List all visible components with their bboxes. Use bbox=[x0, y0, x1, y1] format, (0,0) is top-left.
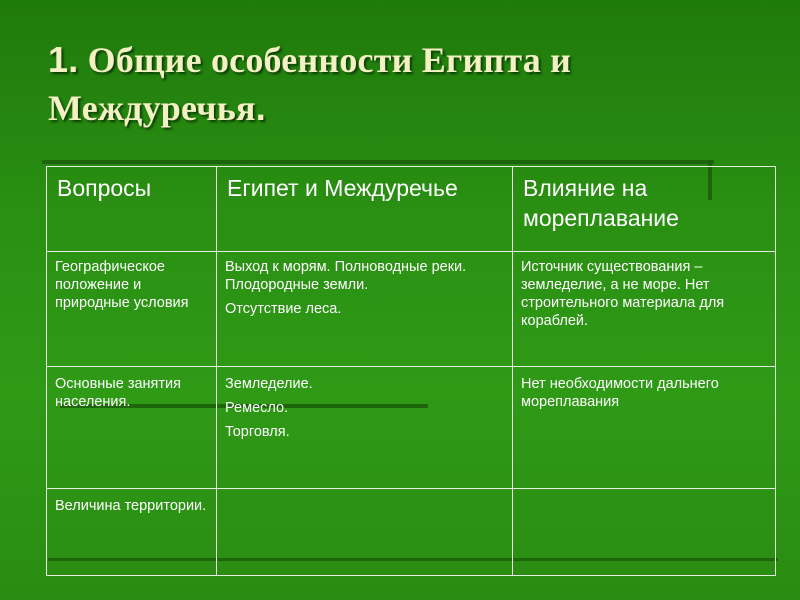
cell-line: Ремесло. bbox=[225, 400, 289, 416]
cell-line: Отсутствие леса. bbox=[225, 301, 342, 317]
header-questions: Вопросы bbox=[47, 167, 217, 252]
title-text: Общие особенности Египта и Междуречья bbox=[48, 40, 572, 128]
row-question: Основные занятия населения. bbox=[47, 367, 217, 489]
table-header-row bbox=[47, 167, 776, 252]
row-influence: Нет необходимости дальнего мореплавания bbox=[513, 367, 776, 489]
cell-line: Выход к морям. Полноводные реки. Плодородные земли. bbox=[225, 259, 467, 293]
header-influence: Влияние на мореплавание bbox=[513, 167, 776, 252]
row-egypt-cell bbox=[217, 252, 513, 367]
row-egypt-cell bbox=[217, 367, 513, 489]
table-row bbox=[47, 489, 776, 576]
comparison-table bbox=[46, 166, 776, 576]
title-number: 1. bbox=[48, 39, 79, 80]
title-end: . bbox=[255, 87, 266, 128]
cell-line: Торговля. bbox=[225, 424, 290, 440]
header-egypt-mesopotamia: Египет и Междуречье bbox=[217, 167, 513, 252]
table-row bbox=[47, 367, 776, 489]
row-egypt-cell bbox=[217, 489, 513, 576]
row-question: Величина территории. bbox=[47, 489, 217, 576]
row-influence bbox=[513, 489, 776, 576]
decor-stripe bbox=[42, 160, 714, 164]
cell-line: Земледелие. bbox=[225, 376, 313, 392]
table-row bbox=[47, 252, 776, 367]
row-influence: Источник существования – земледелие, а не море. Нет строительного материала для кораблей. bbox=[513, 252, 776, 367]
slide-title bbox=[48, 36, 748, 132]
row-question: Географическое положение и природные условия bbox=[47, 252, 217, 367]
